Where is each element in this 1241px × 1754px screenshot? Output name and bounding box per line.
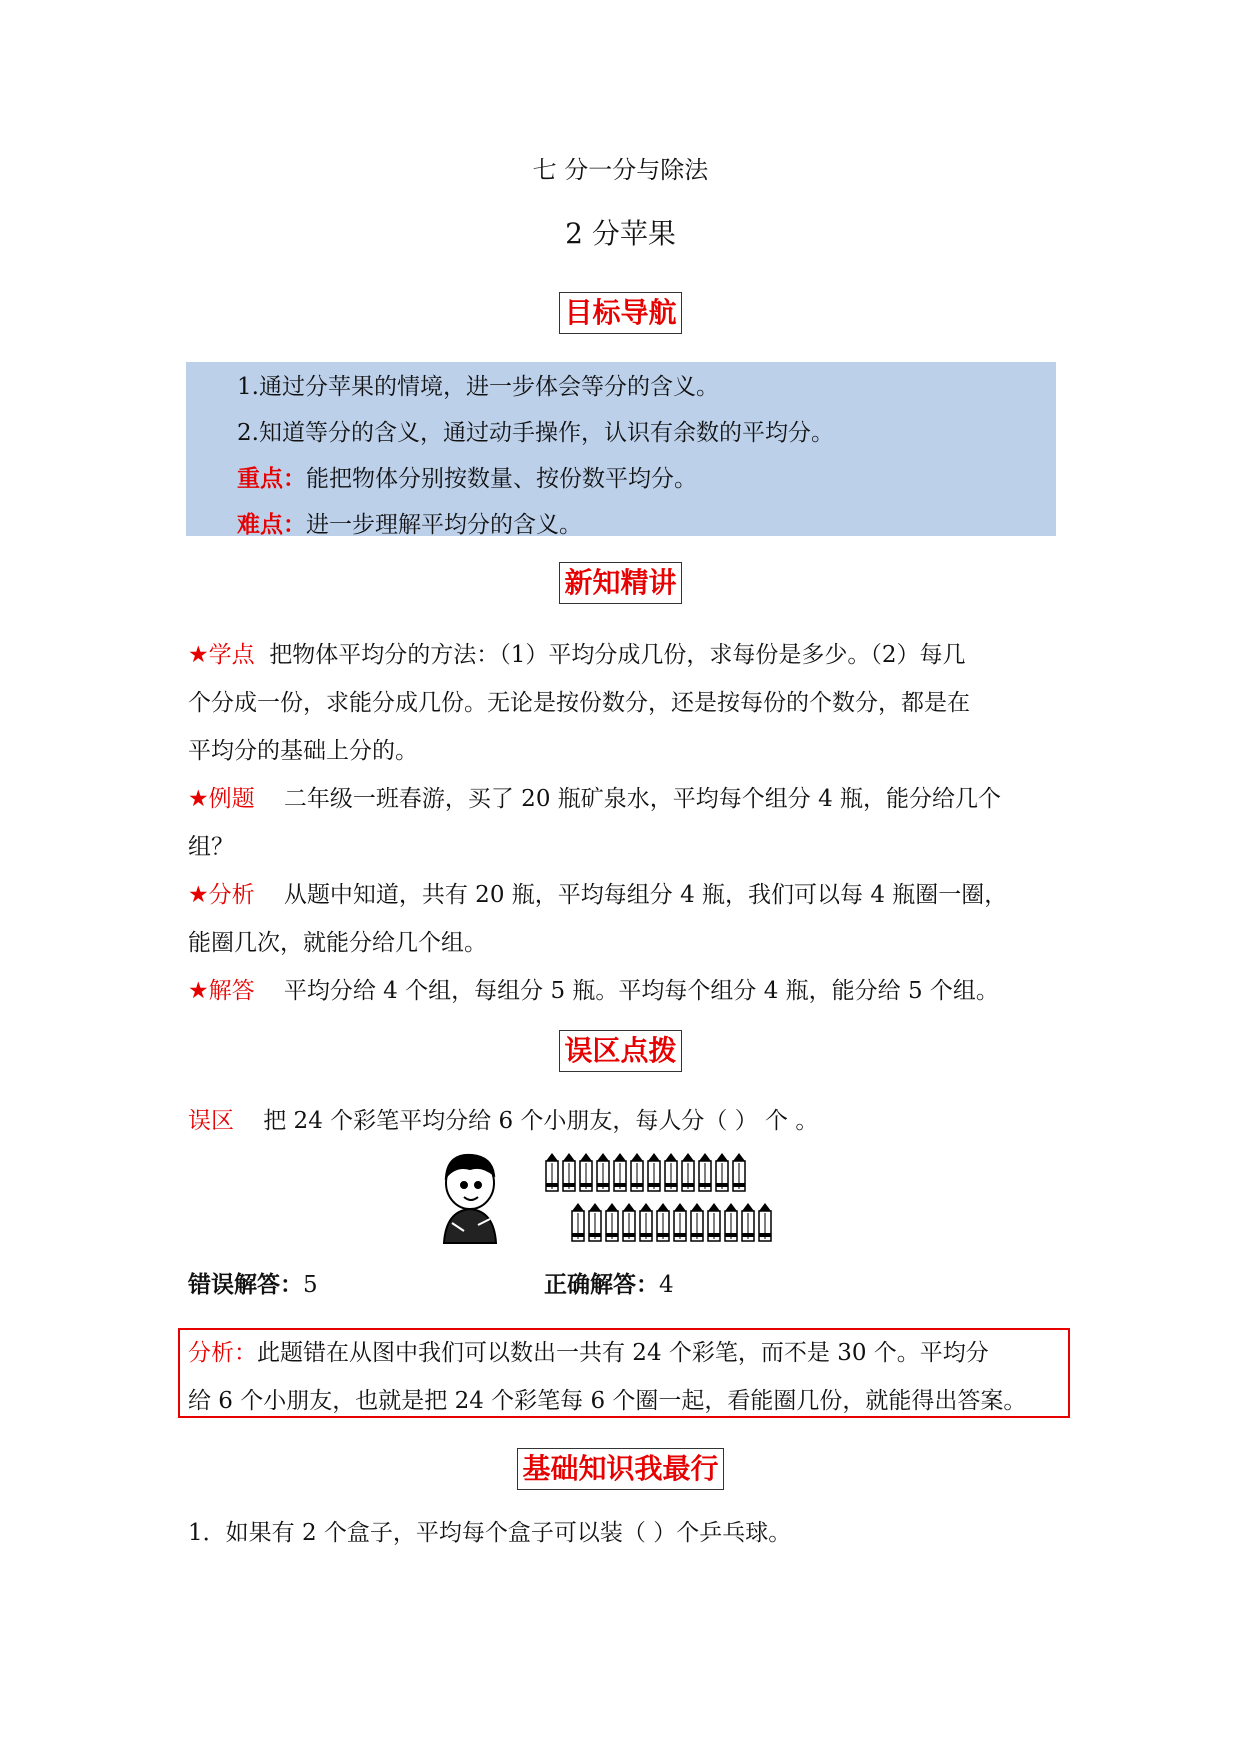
answer-text: 平均分给 4 个组，每组分 5 瓶。平均每个组分 4 瓶，能分给 5 个组。: [283, 978, 999, 1004]
section-goals-heading: [0, 292, 1241, 334]
mistake-analysis-line-1: [188, 1334, 989, 1367]
example-text-1: 二年级一班春游，买了 20 瓶矿泉水，平均每个组分 4 瓶，能分给几个: [283, 786, 1002, 812]
goal-key-point: [237, 460, 697, 493]
section-knowledge-title: 新知精讲: [559, 562, 681, 604]
mistake-analysis-label: 分析：: [188, 1340, 257, 1366]
pencil-icon: [631, 1153, 643, 1191]
section-goals-title: 目标导航: [559, 292, 681, 334]
goal-item-1: 1.通过分苹果的情境，进一步体会等分的含义。: [237, 374, 719, 400]
pencil-icon: [580, 1153, 592, 1191]
pencil-icon: [691, 1203, 703, 1241]
analysis-text-1: 从题中知道，共有 20 瓶，平均每组分 4 瓶，我们可以每 4 瓶圈一圈，: [283, 882, 1008, 908]
analysis-label: ★分析: [188, 882, 255, 908]
pencil-icon: [742, 1203, 754, 1241]
analysis-line-1: [188, 876, 1007, 909]
example-line-2: 组？: [188, 834, 234, 860]
knowledge-point-line-1: [188, 636, 966, 669]
right-answer-value: 4: [659, 1272, 674, 1298]
mistake-question-line: [188, 1102, 818, 1135]
lesson-title: 2 分苹果: [565, 217, 676, 250]
mistake-label: 误区: [188, 1108, 234, 1134]
pencil-icon: [648, 1153, 660, 1191]
knowledge-point-label: ★学点: [188, 642, 255, 668]
section-knowledge-heading: [0, 562, 1241, 604]
pencil-icon: [708, 1203, 720, 1241]
boy-and-pencils-illustration: [430, 1145, 790, 1245]
pencils-group: [546, 1153, 771, 1241]
section-basics-title: 基础知识我最行: [517, 1448, 723, 1490]
pencil-icon: [657, 1203, 669, 1241]
pencil-icon: [597, 1153, 609, 1191]
answer-label: ★解答: [188, 978, 255, 1004]
difficulty-label: 难点：: [237, 512, 306, 538]
pencil-icon: [759, 1203, 771, 1241]
pencil-icon: [563, 1153, 575, 1191]
chapter-title: 七 分一分与除法: [532, 156, 709, 184]
key-point-label: 重点：: [237, 466, 306, 492]
example-label: ★例题: [188, 786, 255, 812]
pencil-icon: [674, 1203, 686, 1241]
wrong-answer-value: 5: [303, 1272, 318, 1298]
key-point-text: 能把物体分别按数量、按份数平均分。: [306, 466, 697, 492]
pencil-icon: [682, 1153, 694, 1191]
example-line-1: [188, 780, 1001, 813]
mistake-analysis-line-2: 给 6 个小朋友，也就是把 24 个彩笔每 6 个圈一起，看能圈几份，就能得出答案。: [188, 1388, 1027, 1414]
knowledge-point-line-2: 个分成一份，求能分成几份。无论是按份数分，还是按每份的个数分，都是在: [188, 690, 970, 716]
pencil-icon: [699, 1153, 711, 1191]
answer-line: [188, 972, 999, 1005]
basics-question-1: 1．如果有 2 个盒子，平均每个盒子可以装（ ）个乒乓球。: [188, 1520, 792, 1546]
boy-icon: [444, 1155, 496, 1243]
section-mistakes-heading: [0, 1030, 1241, 1072]
section-basics-heading: [0, 1448, 1241, 1490]
pencil-icon: [606, 1203, 618, 1241]
mistake-question: 把 24 个彩笔平均分给 6 个小朋友，每人分（ ） 个 。: [263, 1108, 819, 1134]
right-answer-label: 正确解答：: [544, 1272, 659, 1298]
pencil-icon: [725, 1203, 737, 1241]
right-answer: [544, 1266, 674, 1299]
pencil-icon: [546, 1153, 558, 1191]
pencil-icon: [716, 1153, 728, 1191]
pencil-icon: [665, 1153, 677, 1191]
analysis-line-2: 能圈几次，就能分给几个组。: [188, 930, 487, 956]
pencil-icon: [572, 1203, 584, 1241]
wrong-answer-label: 错误解答：: [188, 1272, 303, 1298]
pencil-icon: [589, 1203, 601, 1241]
knowledge-point-line-3: 平均分的基础上分的。: [188, 738, 418, 764]
goal-difficulty: [237, 506, 582, 539]
pencil-icon: [733, 1153, 745, 1191]
goal-item-2: 2.知道等分的含义，通过动手操作，认识有余数的平均分。: [237, 420, 834, 446]
pencil-icon: [640, 1203, 652, 1241]
section-mistakes-title: 误区点拨: [559, 1030, 681, 1072]
wrong-answer: [188, 1266, 318, 1299]
knowledge-point-text-1: 把物体平均分的方法：（1）平均分成几份，求每份是多少。（2）每几: [269, 642, 966, 668]
pencil-icon: [623, 1203, 635, 1241]
pencil-icon: [614, 1153, 626, 1191]
mistake-analysis-text-1: 此题错在从图中我们可以数出一共有 24 个彩笔，而不是 30 个。平均分: [257, 1340, 989, 1366]
difficulty-text: 进一步理解平均分的含义。: [306, 512, 582, 538]
